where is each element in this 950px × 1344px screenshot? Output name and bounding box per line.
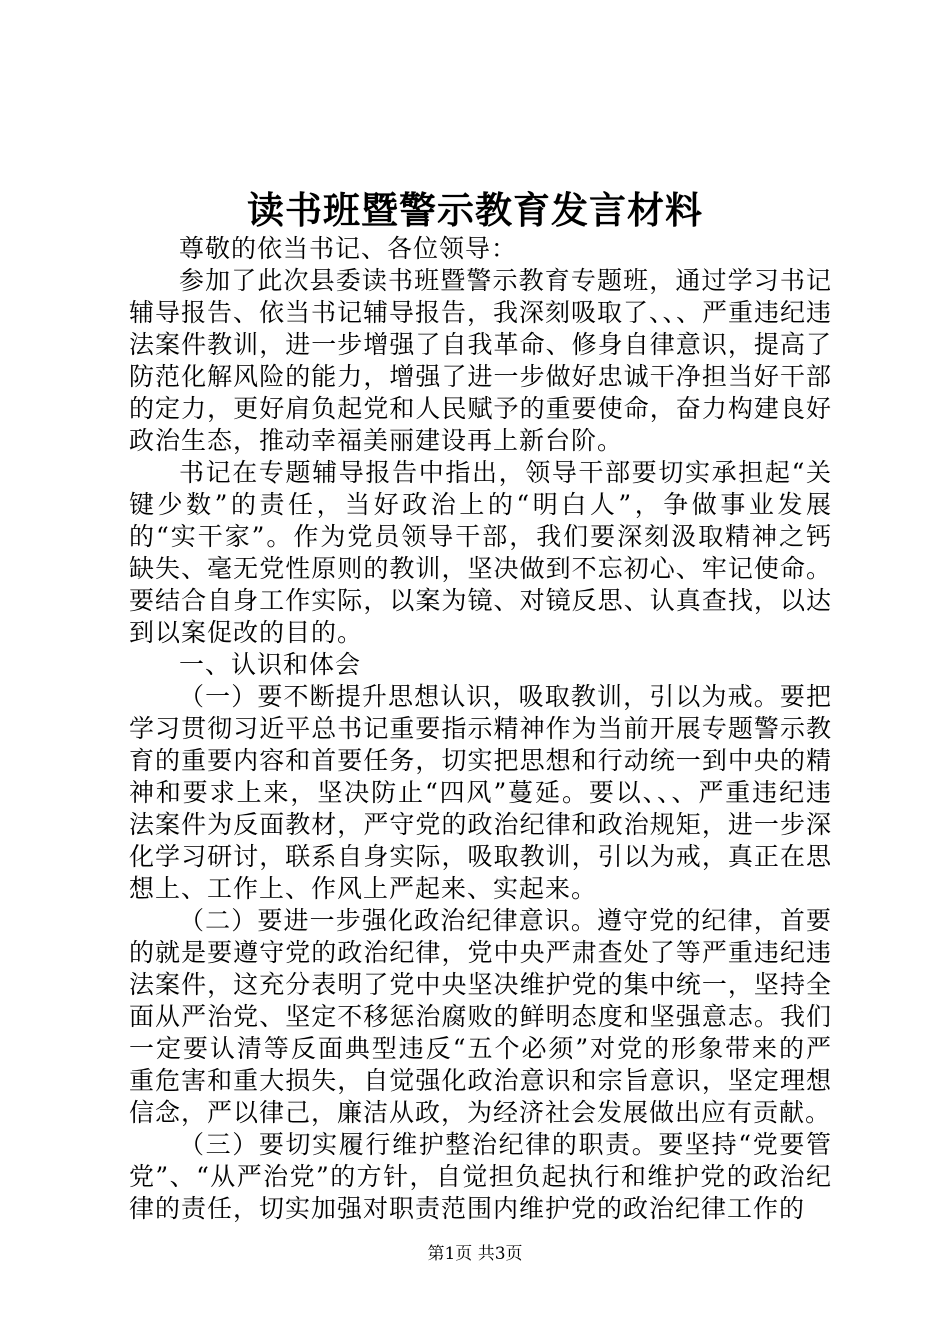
paragraph: 参加了此次县委读书班暨警示教育专题班，通过学习书记辅导报告、依当书记辅导报告，我深刻吸取了、、、严重违纪违法案件教训，进一步增强了自我革命、修身自律意识，提高了防范化解风险的能力，增强了进一步做好忠诚干净担当好干部的定力，更好肩负起党和人民赋予的重要使命，奋力构建良好政治生态，推动幸福美丽建设再上新台阶。 bbox=[129, 266, 833, 455]
salutation: 尊敬的依当书记、各位领导： bbox=[179, 234, 518, 263]
paragraph: （一）要不断提升思想认识，吸取教训，引以为戒。要把学习贯彻习近平总书记重要指示精神作为当前开展专题警示教育的重要内容和首要任务，切实把思想和行动统一到中央的精神和要求上来，坚决防止“四风”蔓延。要以、、、严重违纪违法案件为反面教材，严守党的政治纪律和政治规矩，进一步深化学习研讨，联系自身实际，吸取教训，引以为戒，真正在思想上、工作上、作风上严起来、实起来。 bbox=[129, 682, 832, 903]
document-body bbox=[129, 233, 832, 1225]
paragraph: 书记在专题辅导报告中指出，领导干部要切实承担起“关键少数”的责任，当好政治上的“明白人”，争做事业发展的“实干家”。作为党员领导干部，我们要深刻汲取精神之钙缺失、毫无党性原则的教训，坚决做到不忘初心、牢记使命。要结合自身工作实际，以案为镜、对镜反思、认真查找，以达到以案促改的目的。 bbox=[129, 458, 832, 647]
document-title: 读书班暨警示教育发言材料 bbox=[247, 188, 703, 232]
page-number-footer: 第1页 共3页 bbox=[427, 1244, 523, 1264]
paragraph: （二）要进一步强化政治纪律意识。遵守党的纪律，首要的就是要遵守党的政治纪律，党中央严肃查处了等严重违纪违法案件，这充分表明了党中央坚决维护党的集中统一，坚持全面从严治党、坚定不移惩治腐败的鲜明态度和坚强意志。我们一定要认清等反面典型违反“五个必须”对党的形象带来的严重危害和重大损失，自觉强化政治意识和宗旨意识，坚定理想信念，严以律己，廉洁从政，为经济社会发展做出应有贡献。 bbox=[129, 906, 832, 1127]
paragraph: （三）要切实履行维护整治纪律的职责。要坚持“党要管党”、“从严治党”的方针，自觉担负起执行和维护党的政治纪律的责任，切实加强对职责范围内维护党的政治纪律工作的 bbox=[129, 1130, 832, 1223]
section-heading: 一、认识和体会 bbox=[179, 650, 362, 679]
